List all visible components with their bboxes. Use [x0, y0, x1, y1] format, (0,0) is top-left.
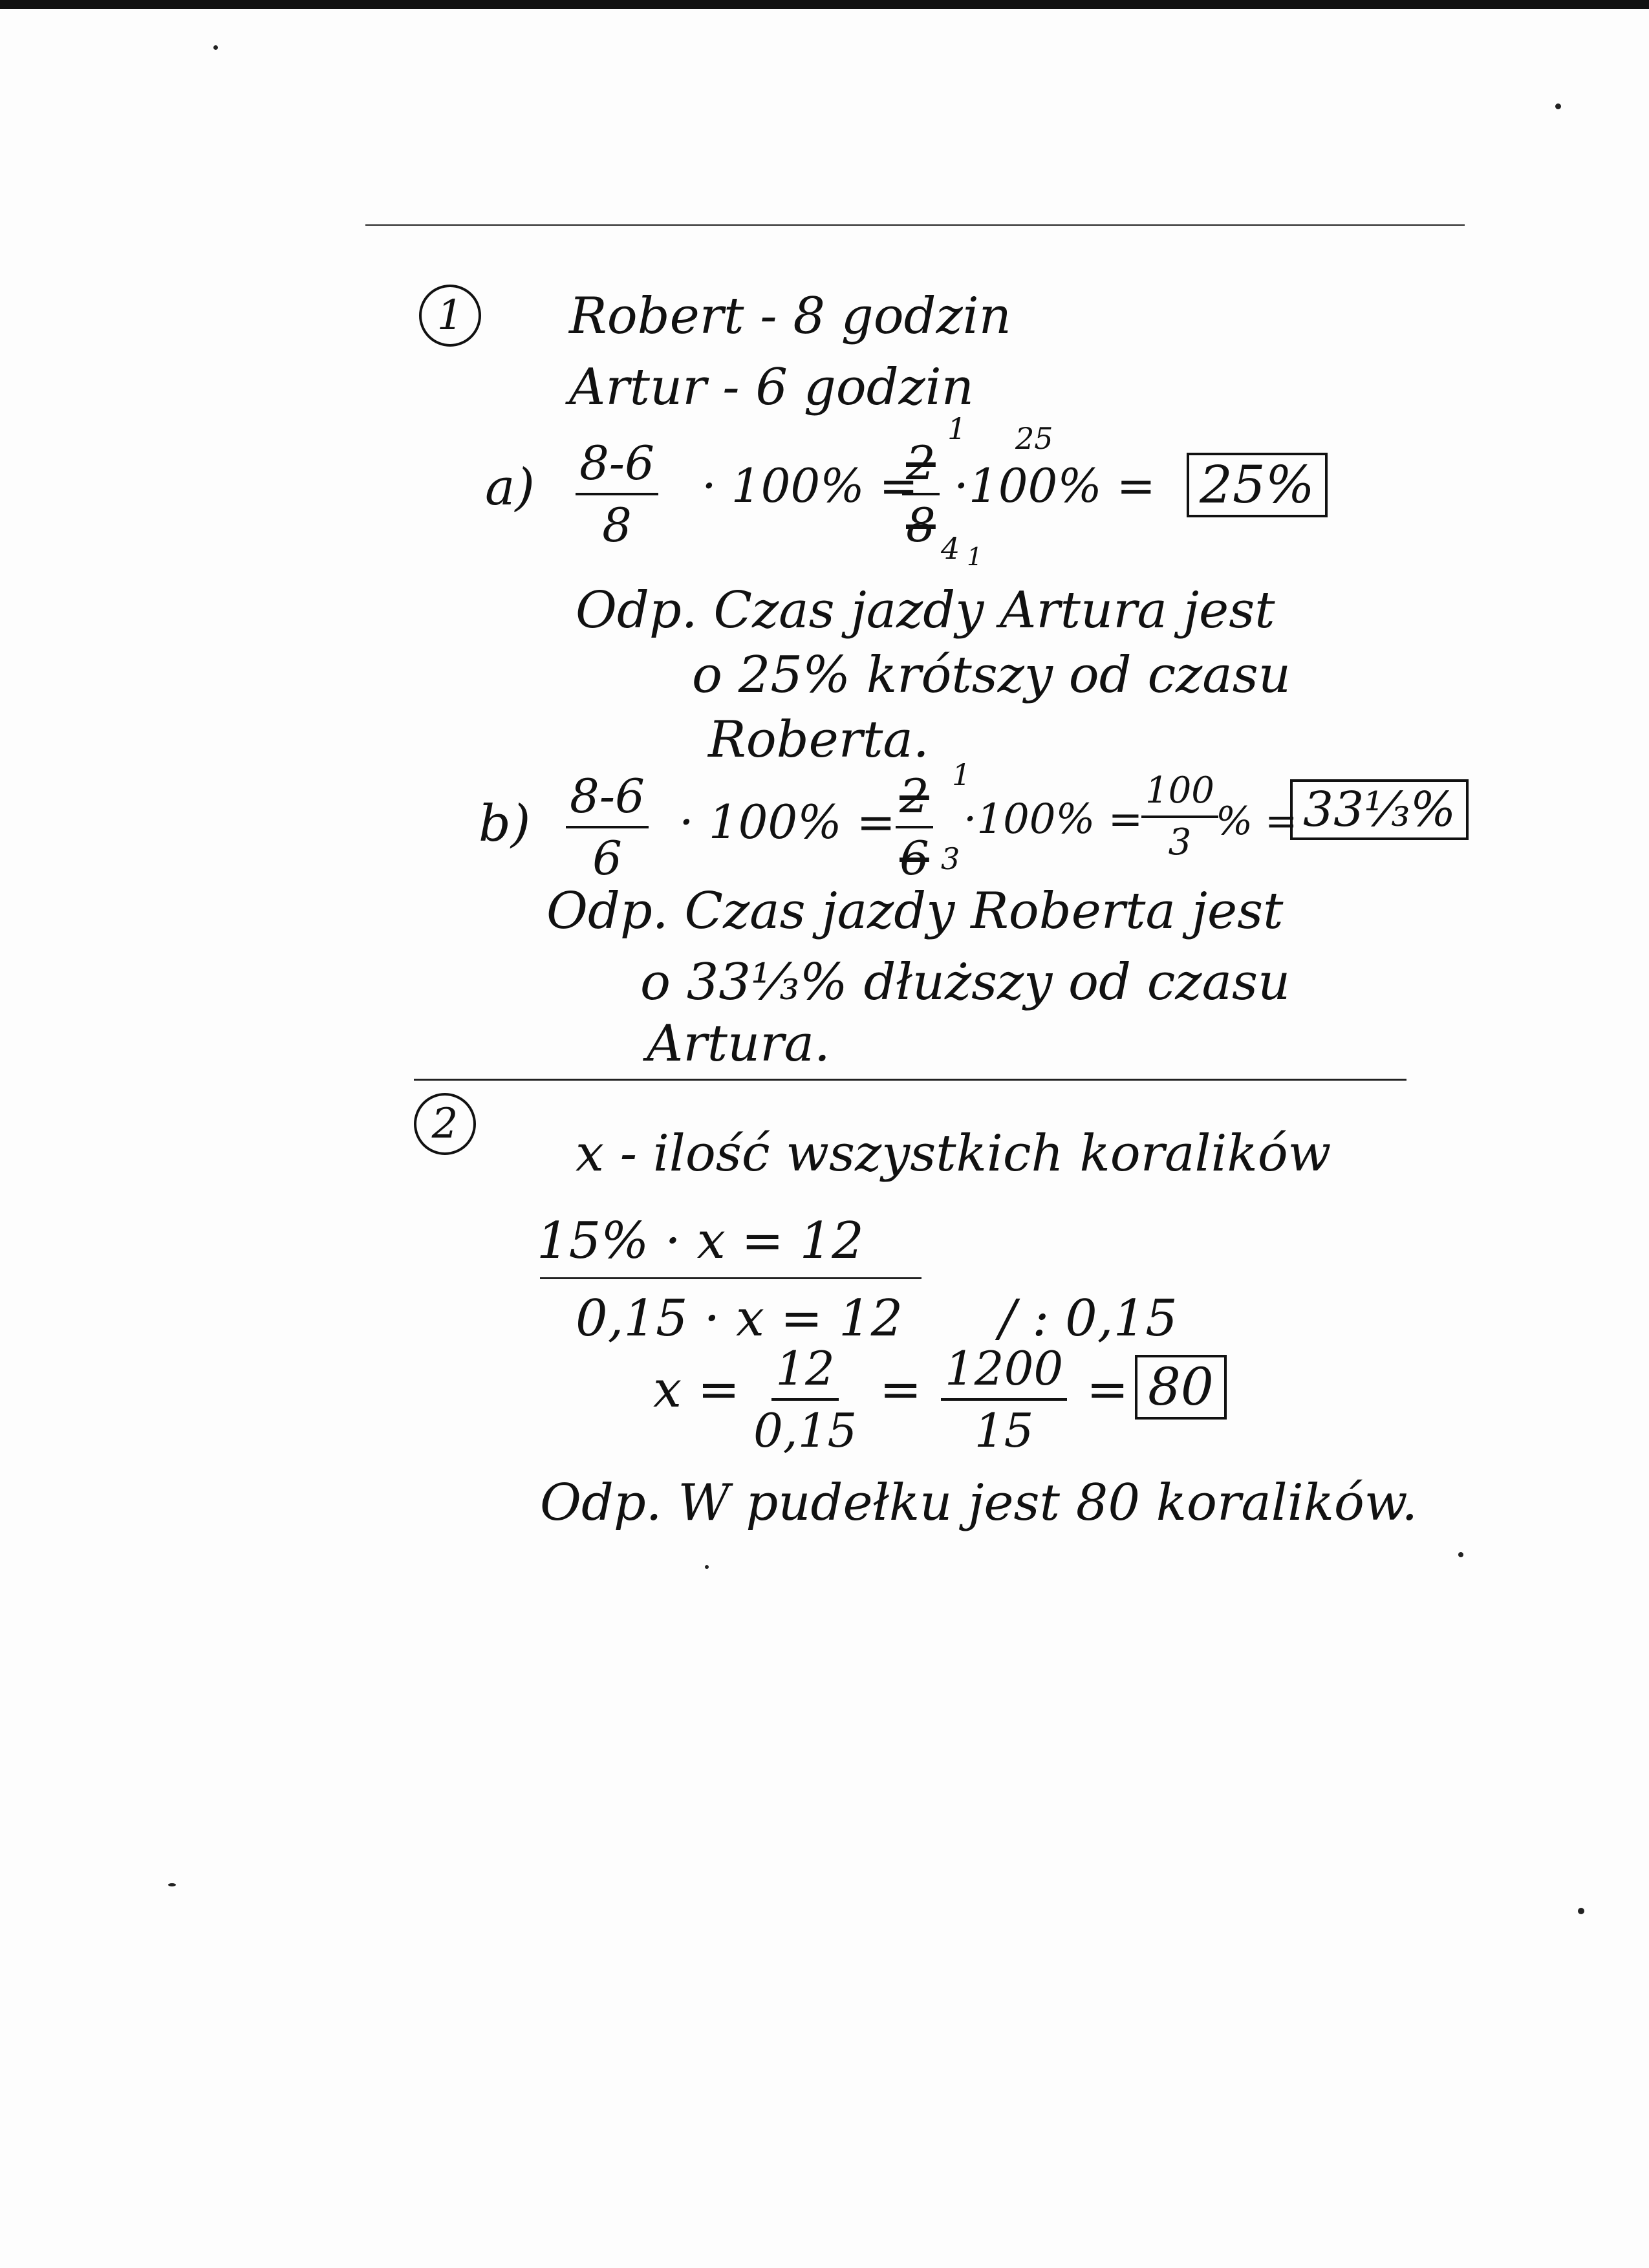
problem2-fraction2 — [941, 1341, 1067, 1458]
scan-top-edge — [0, 0, 1649, 9]
fraction-denominator: 8 — [906, 498, 936, 552]
part-a-fraction1 — [576, 436, 658, 552]
part-a-above-100: 25 — [1015, 421, 1053, 456]
problem2-eq2: 0,15 · x = 12 — [576, 1290, 903, 1348]
fraction-numerator: 1200 — [941, 1345, 1067, 1401]
part-a-fraction2 — [902, 436, 940, 552]
problem2-x-eq: x = — [653, 1361, 740, 1419]
part-b-rest: ·100% = — [964, 795, 1143, 843]
problem2-answer: Odp. W pudełku jest 80 koralików. — [540, 1474, 1418, 1532]
problem2-number: 2 — [414, 1093, 476, 1155]
fraction-denominator: 6 — [592, 831, 622, 885]
part-a-mult: · 100% = — [702, 459, 918, 513]
scan-speck — [1458, 1552, 1463, 1557]
fraction-denominator: 8 — [602, 498, 632, 552]
fraction-denominator: 6 — [900, 831, 929, 885]
problem2-fraction1 — [753, 1341, 857, 1458]
part-a-answer-line3: Roberta. — [708, 711, 929, 769]
fraction-numerator: 2 — [896, 773, 933, 828]
part-b-fraction3 — [1141, 770, 1218, 863]
top-rule — [365, 224, 1465, 226]
part-b-pct-eq: % = — [1216, 799, 1298, 844]
part-b-answer-line3: Artura. — [647, 1015, 830, 1073]
part-b-cancel-top: 1 — [952, 757, 971, 792]
fraction-numerator: 2 — [902, 440, 940, 495]
scan-speck — [1578, 1908, 1584, 1914]
eq-underline — [540, 1277, 921, 1279]
problem2-eq1: 15% · x = 12 — [537, 1212, 864, 1270]
fraction-numerator: 8-6 — [566, 773, 649, 828]
part-a-answer-line1: Odp. Czas jazdy Artura jest — [576, 581, 1275, 640]
scan-speck — [168, 1883, 176, 1886]
problem1-artur-line: Artur - 6 godzin — [569, 358, 974, 416]
problem2-eq-sign2: = — [1086, 1361, 1129, 1419]
part-a-answer-line2: o 25% krótszy od czasu — [692, 646, 1291, 704]
part-a-result-box: 25% — [1187, 453, 1328, 517]
part-b-cancel-bottom: 3 — [941, 841, 960, 876]
problem-separator — [414, 1079, 1406, 1081]
part-b-mult: · 100% = — [679, 795, 896, 849]
part-b-label: b) — [479, 795, 531, 853]
part-b-answer-line2: o 33⅓% dłuższy od czasu — [640, 953, 1291, 1011]
part-a-label: a) — [485, 459, 535, 517]
part-a-cancel-bottom: 4 — [941, 531, 960, 566]
problem1-robert-line: Robert - 8 godzin — [569, 287, 1011, 345]
fraction-denominator: 0,15 — [753, 1403, 857, 1458]
problem2-result-box: 80 — [1135, 1355, 1227, 1420]
problem2-eq-sign: = — [879, 1361, 922, 1419]
part-a-rest: ·100% = — [954, 459, 1156, 513]
fraction-numerator: 100 — [1141, 773, 1218, 818]
part-b-result-box: 33⅓% — [1290, 779, 1469, 840]
fraction-numerator: 12 — [771, 1345, 839, 1401]
problem1-number: 1 — [419, 285, 481, 347]
problem2-definition: x - ilość wszystkich koralików — [576, 1125, 1331, 1183]
part-a-cancel-top: 1 — [947, 411, 967, 446]
scan-speck — [705, 1565, 709, 1569]
problem2-eq2-operation: / : 0,15 — [999, 1290, 1178, 1348]
part-b-fraction2 — [896, 769, 933, 885]
scan-speck — [1555, 103, 1561, 109]
fraction-numerator: 8-6 — [576, 440, 658, 495]
part-a-cancel-bottom2: 1 — [967, 543, 983, 571]
fraction-denominator: 15 — [974, 1403, 1034, 1458]
part-b-answer-line1: Odp. Czas jazdy Roberta jest — [546, 882, 1284, 940]
part-b-fraction1 — [566, 769, 649, 885]
scan-speck — [213, 45, 218, 50]
fraction-denominator: 3 — [1168, 821, 1192, 863]
